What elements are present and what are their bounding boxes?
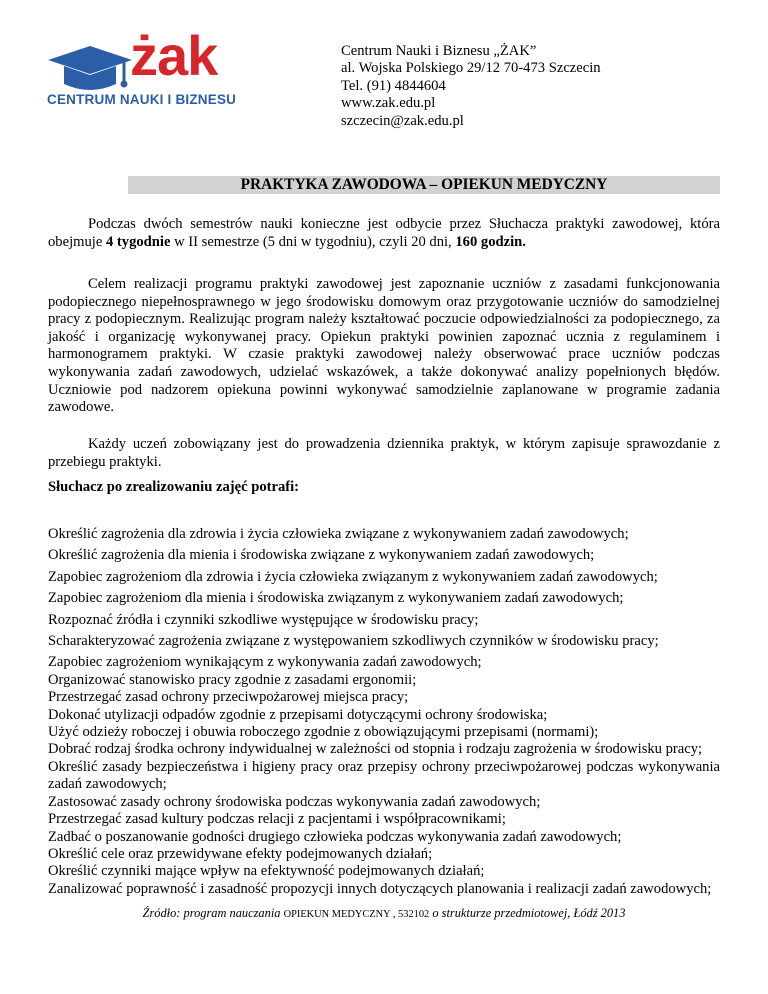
logo-subtitle: CENTRUM NAUKI I BIZNESU — [47, 92, 237, 107]
skill-item: Organizować stanowisko pracy zgodnie z zasadami ergonomii; — [48, 671, 417, 688]
skill-item: Dokonać utylizacji odpadów zgodnie z przepisami dotyczącymi ochrony środowiska; — [48, 706, 548, 723]
contact-block — [341, 43, 601, 130]
footer-program-name: OPIEKUN MEDYCZNY , 532102 — [283, 909, 430, 920]
skill-item: Zanalizować poprawność i zasadność propozycji innych dotyczących planowania i realizacji zadań zawodowych; — [48, 880, 712, 897]
footer-source-label: Źródło: program nauczania — [142, 906, 281, 920]
graduation-cap-icon — [46, 44, 136, 96]
skill-item: Zastosować zasady ochrony środowiska podczas wykonywania zadań zawodowych; — [48, 793, 541, 810]
skill-item: Scharakteryzować zagrożenia związane z występowaniem szkodliwych czynników w środowisku pracy; — [48, 633, 659, 650]
skill-item: Przestrzegać zasad kultury podczas relacji z pacjentami i współpracownikami; — [48, 811, 506, 828]
skill-item: Rozpoznać źródła i czynniki szkodliwe występujące w środowisku pracy; — [48, 611, 479, 628]
skill-item: Określić czynniki mające wpływ na efektywność podejmowanych działań; — [48, 863, 485, 880]
skills-list — [48, 526, 720, 898]
intro-text-1: Podczas dwóch semestrów nauki konieczne jest odbycie przez Słuchacza praktyki zawodowej, która obejmuje — [48, 216, 720, 250]
skill-item: Użyć odzieży roboczej i obuwia roboczego zgodnie z obowiązującymi przepisami (normami); — [48, 724, 599, 741]
intro-duration-weeks: 4 tygodnie — [105, 233, 171, 250]
skill-item: Zadbać o poszanowanie godności drugiego człowieka podczas wykonywania zadań zawodowych; — [48, 828, 622, 845]
intro-paragraph — [48, 216, 720, 251]
contact-email[interactable]: szczecin@zak.edu.pl — [341, 112, 464, 129]
source-footer — [0, 906, 768, 921]
skill-item: Określić zasady bezpieczeństwa i higieny pracy oraz przepisy ochrony przeciwpożarowej podczas wykonywania zadań zawodowych; — [48, 758, 720, 793]
contact-organization: Centrum Nauki i Biznesu „ŻAK” — [341, 43, 537, 59]
skill-item: Zapobiec zagrożeniom dla mienia i środowiska związanym z wykonywaniem zadań zawodowych; — [48, 590, 624, 607]
skill-item: Przestrzegać zasad ochrony przeciwpożarowej miejsca pracy; — [48, 689, 409, 706]
contact-phone: Tel. (91) 4844604 — [341, 77, 446, 94]
contact-address: al. Wojska Polskiego 29/12 70-473 Szczecin — [341, 60, 601, 77]
skill-item: Określić cele oraz przewidywane efekty podejmowanych działań; — [48, 845, 433, 862]
contact-website[interactable]: www.zak.edu.pl — [341, 95, 436, 112]
skill-item: Zapobiec zagrożeniom dla zdrowia i życia człowieka związanym z wykonywaniem zadań zawodowych; — [48, 568, 658, 585]
intro-duration-hours: 160 godzin. — [455, 233, 526, 250]
skill-item: Dobrać rodzaj środka ochrony indywidualnej w zależności od stopnia i rodzaju zagrożenia w środowisku pracy; — [48, 741, 703, 758]
journal-paragraph: Każdy uczeń zobowiązany jest do prowadzenia dziennika praktyk, w którym zapisuje sprawozdanie z przebiegu praktyki. — [48, 436, 720, 470]
skills-heading: Słuchacz po zrealizowaniu zajęć potrafi: — [48, 479, 300, 495]
intro-text-2: w II semestrze (5 dni w tygodniu), czyli 20 dni, — [170, 233, 456, 250]
skill-item: Zapobiec zagrożeniom wynikającym z wykonywania zadań zawodowych; — [48, 654, 482, 671]
footer-source-detail: o strukturze przedmiotowej, Łódź 2013 — [432, 906, 626, 920]
skill-item: Określić zagrożenia dla mienia i środowiska związane z wykonywaniem zadań zawodowych; — [48, 547, 595, 564]
document-title: PRAKTYKA ZAWODOWA – OPIEKUN MEDYCZNY — [128, 176, 720, 194]
logo-wordmark: żak — [130, 24, 218, 87]
goals-paragraph: Celem realizacji programu praktyki zawodowej jest zapoznanie uczniów z zasadami funkcjonowania podopiecznego niepełnosprawnego w jego środowisku domowym oraz przygotowanie uczniów do samodzielnej pracy z podopiecznym. Realizując program należy kształtować poczucie odpowiedzialności za podopiecznego, za jakość i organizację wykonywanej pracy. Opiekun praktyki powinien zapoznać ucznia z regulaminem i harmonogramem praktyki. W czasie praktyki zawodowej należy obserwować prace uczniów podczas wykonywania zadań zawodowych, udzielać wskazówek, a także dokonywać analizy popełnionych błędów. Uczniowie pod nadzorem opiekuna powinni wykonywać samodzielnie zaplanowane w programie zadania zawodowe. — [48, 276, 720, 416]
skill-item: Określić zagrożenia dla zdrowia i życia człowieka związane z wykonywaniem zadań zawodowych; — [48, 526, 629, 542]
company-logo — [40, 24, 270, 112]
